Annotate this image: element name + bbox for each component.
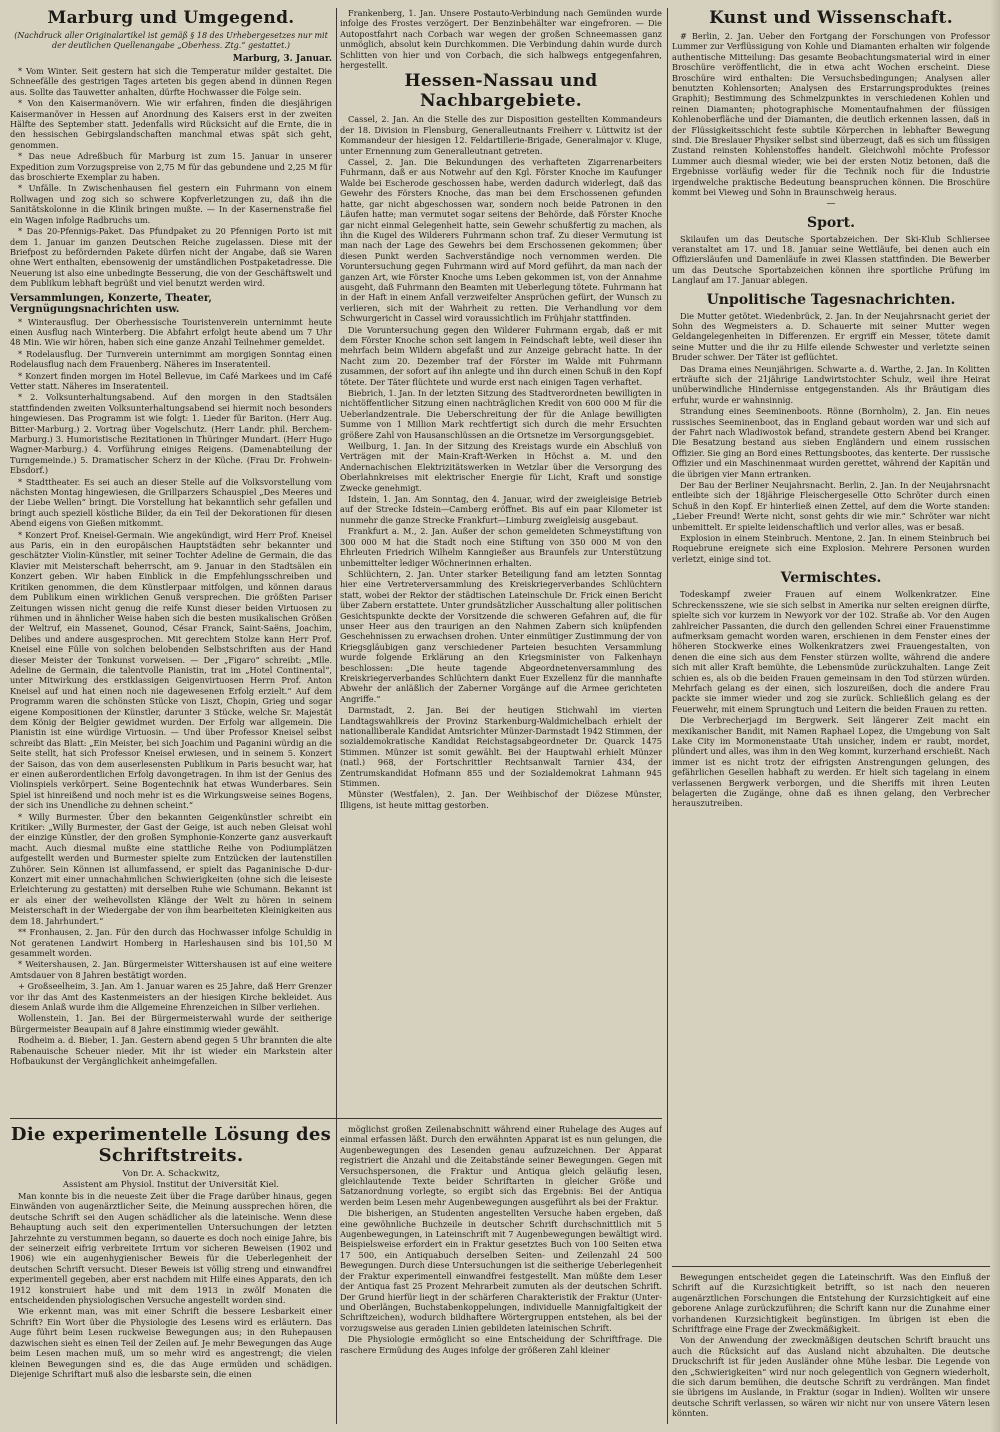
feature-article-col1: [10, 1124, 332, 1424]
news-item: Frankenberg, 1. Jan. Unsere Postauto-Verbindung nach Gemünden wurde infolge des Frostes verzögert. Der Benzinbehälter war eingefroren. — Die Autopostfahrt nach Corbach war wegen der großen Schneemassen ganz unmöglich, absolut kein Durchkommen. Die Verbindung dahin wurde durch Schlitten von hier und von Corbach, die sich halbwegs entgegenfahren, hergestellt.: [340, 8, 662, 71]
news-item: Der Bau der Berliner Neujahrsnacht. Berlin, 2. Jan. In der Neujahrsnacht entleibte sich der 18jährige Fleischergeselle Otto Schröter durch einen Schuß in den Kopf. Er hinterließ einen Zettel, auf dem die Worte standen: „Lieber Freund! Werte nicht, sonst gehts dir wie mir.“ Schröter war nicht unbemittelt. Er spielte leidenschaftlich und verlor alles, was er besaß.: [672, 480, 990, 532]
feature-article-col2: [340, 1124, 662, 1424]
news-item: Das Drama eines Neunjährigen. Schwarte a. d. Warthe, 2. Jan. In Kolitten erträufte sich der 21jährige Landwirtstochter Schulz, weil ihre Heirat unüberwindliche Hindernisse entgegenstanden. Als ihr Bräutigam dies erfuhr, wurde er wahnsinnig.: [672, 363, 990, 405]
feature-paragraph: Die bisherigen, an Studenten angestellten Versuche haben ergeben, daß eine gewöhnliche Buchzeile in deutscher Schrift durchschnittlich mit 5 Augenbewegungen, in Lateinschrift mit 7 Augenbewegungen bewältigt wird. Beispielsweise erfordert ein in Fraktur gesetztes Buch von 100 Seiten etwa 17 500, ein Antiquabuch derselben Seiten- und Zeilenzahl 24 500 Bewegungen. Durch diese Untersuchungen ist die seitherige Ueberlegenheit der Fraktur experimentell einwandfrei festgestellt. Man müßte dem Leser der Antiqua fast 25 Prozent Mehrarbeit zumuten als der deutschen Schrift. Der Grund hierfür liegt in der schärferen Charakteristik der Fraktur (Unter- und Oberlängen, Buchstabenkoppelungen, individuelle Mannigfaltigkeit der Schriftzeichen), wodurch bildhaftere Wörtergruppen entstehen, als bei der vorzugsweise aus geraden Linien gebildeten lateinischen Schrift.: [340, 1208, 662, 1333]
news-item: Skilaufen um das Deutsche Sportabzeichen. Der Ski-Klub Schliersee veranstaltet am 17. und 18. Januar seine Wettläufe, bei denen auch ein Offiziersläufen und Damenläufe in zwei Klassen stattfinden. Die Bewerber um das Deutsche Sportabzeichen können ihre sportliche Prüfung im Langlauf am 17. Januar ablegen.: [672, 233, 990, 286]
column-rule-left: [336, 8, 337, 1424]
news-item: * Stadttheater. Es sei auch an dieser Stelle auf die Volksvorstellung vom nächsten Montag hingewiesen, die Grillparzers Schauspiel „Des Meeres und der Liebe Wellen“ bringt. Die Vorstellung hat bekanntlich sehr gefallen und bringt auch speziell köstliche Bilder, da ein Teil der Dekorationen für diesen Abend eigens von Gießen mitkommt.: [10, 476, 332, 529]
news-item: Idstein, 1. Jan. Am Sonntag, den 4. Januar, wird der zweigleisige Betrieb auf der Strecke Idstein—Camberg eröffnet. Bis auf ein paar Kilometer ist nunmehr die ganze Strecke Frankfurt—Limburg zweigleisig ausgebaut.: [340, 494, 662, 525]
feature-article-col3: [672, 1272, 990, 1422]
news-item: Cassel, 2. Jan. An die Stelle des zur Disposition gestellten Kommandeurs der 18. Division in Flensburg, Generalleutnants Freiherr v. Lüttwitz ist der Kommandeur der hiesigen 12. Feldartillerie-Brigade, Generalmajor v. Kluge, unter Ernennung zum Generalleutnant getreten.: [340, 114, 662, 156]
separator: —: [826, 198, 836, 209]
dateline: Marburg, 3. Januar.: [232, 54, 332, 64]
news-item: Wollenstein, 1. Jan. Bei der Bürgermeisterwahl wurde der seitherige Bürgermeister Beaupain auf 8 Jahre einstimmig wieder gewählt.: [10, 1013, 332, 1034]
feature-paragraph: Die Physiologie ermöglicht so eine Entscheidung der Schriftfrage. Die raschere Ermüdung des Auges infolge der größeren Zahl kleiner: [340, 1334, 662, 1355]
news-item: # Berlin, 2. Jan. Ueber den Fortgang der Forschungen von Professor Lummer zur Verflüssigung von Kohle und Diamanten erhalten wir folgende authentische Mitteilung: Das gesamte Beobachtungsmaterial wird in einer Broschüre veröffentlicht, die in etwa acht Wochen erscheint. Diese Broschüre wird enthalten: Die Versuchsbedingungen; Analysen aller benutzten Kohlensorten; Analysen des Erstarrungsproduktes (reines Graphit); Bestimmung des Schmelzpunktes in verschiedenen Kohlen und reinen Diamanten; photographische Momentaufnahmen der flüssigen Kohlenoberfläche und der Diamanten, die deutlich erkennen lassen, daß in der Flüssigkeitsschicht feste subtile Körperchen in lebhafter Bewegung sind. Die Breslauer Physiker selbst sind überzeugt, daß es sich um flüssigen Zustand reinsten Kohlenstoffes handelt. Gleichwohl möchte Professor Lummer auch diesmal wieder, wie bei der ersten Notiz betonen, daß die Ergebnisse vorläufig weder für die Technik noch für die Industrie irgendwelche praktische Bedeutung beanspruchen können. Die Broschüre kommt bei Vieweg und Sohn in Braunschweig heraus.: [672, 31, 990, 198]
news-item: * Unfälle. In Zwischenhausen fiel gestern ein Fuhrmann von einem Rollwagen und zog sich so schwere Kopfverletzungen zu, daß ihn die Sanitätskolonne in die Klinik bringen mußte. — In der Kasernenstraße fiel ein Wagen infolge Radbruchs um.: [10, 183, 332, 225]
news-item: * Das 20-Pfennigs-Paket. Das Pfundpaket zu 20 Pfennigen Porto ist mit dem 1. Januar im ganzen Deutschen Reiche zugelassen. Diese mit der Briefpost zu befördernden Pakete dürfen nicht der Angabe, daß sie Waren ohne Wert enthalten, ebensowenig der umständlichen Postpaketadresse. Die Neuerung ist also eine unbedingte Besserung, die von der Geschäftswelt und dem Publikum lebhaft begrüßt und viel benutzt werden wird.: [10, 226, 332, 289]
news-item: * Konzert Prof. Kneisel-Germain. Wie angekündigt, wird Herr Prof. Kneisel aus Paris, ein in den europäischen Hauptstädten sehr bekannter und geschätzter Violin-Künstler, mit seiner Tochter Adeline de Germain, die das Klavier mit Meisterschaft beherrscht, am 9. Januar in den Stadtsälen ein Konzert geben. Wir haben Einblick in die Empfehlungsschreiben und Kritiken genommen, die dem Künstlerpaar mitfolgen, und können daraus dem Publikum einen wirklichen Genuß versprechen. Die größten Pariser Zeitungen wissen nicht genug die reife Kunst dieser beiden Virtuosen zu rühmen und in ähnlicher Weise haben sich die besten musikalischen Größen der Weltruf, ein Massenet, Gounod, César Franck, Saint-Saëns, Joachim, Delibes und andere ausgesprochen. Mit gerechtem Stolze kann Herr Prof. Kneisel eine Fülle von solchen belobenden Selbstschriften aus der Hand dieser Meister der Tonkunst vorweisen. — Der „Figaro“ schreibt: „Mlle. Adeline de Germain, die talentvolle Pianistin, trat im „Hotel Continental“, unter Mitwirkung des erstklassigen Geigenvirtuosen Herrn Prof. Anton Kneisel auf und hat einen noch nie dagewesenen Erfolg erzielt.“ Auf dem Programm waren die schönsten Stücke von Liszt, Chopin, Grieg und sogar eigene Kompositionen der Künstler, darunter 3 Stücke, welche Sr. Majestät dem König der Belgier gewidmet wurden. Der Erfolg war allgemein. Die Pianistin ist eine würdige Virtuosin. — Und über Professor Kneisel selbst schreibt das Blatt: „Ein Meister, bei sich Joachim und Paganini würdig an die Seite stellt, hat sich Professor Kneisel erwiesen, und in seinem 5. Konzert der Saison, das von dem auserlesensten Publikum in Paris besucht war, hat er einen außerordentlichen Erfolg davongetragen. In ihm ist der Genius des Violinspiels verkörpert. Seine Bogentechnik hat etwas Wunderbares. Sein Spiel ist hinreißend und noch mehr ist es die Wirkungsweise seines Bogens, der sich ins Unendliche zu dehnen scheint.“: [10, 529, 332, 811]
reprint-note: (Nachdruck aller Originalartikel ist gemäß § 18 des Urhebergesetzes nur mit der deutlichen Quellenangabe „Oberhess. Ztg.“ gestattet.): [14, 31, 328, 50]
news-item: Darmstadt, 2. Jan. Bei der heutigen Stichwahl im vierten Landtagswahlkreis der Provinz Starkenburg-Waldmichelbach erhielt der nationalliberale Kandidat Amtsrichter Münzer-Darmstadt 1942 Stimmen, der sozialdemokratische Kandidat Reichstagsabgeordneter Dr. Quarck 1475 Stimmen. Münzer ist somit gewählt. Bei der Hauptwahl erhielt Münzer (natl.) 968, der Fortschrittler Rechtsanwalt Tarnier 434, der Zentrumskandidat Hofmann 855 und der Sozialdemokrat Lahmann 945 Stimmen.: [340, 705, 662, 789]
news-item: Frankfurt a. M., 2. Jan. Außer der schon gemeldeten Schmeystiftung von 300 000 M hat die Stadt noch eine Stiftung von 350 000 M von den Ehrleuten Friedrich Wilhelm Kanngießer aus Braunfels zur Unterstützung unbemittelter lediger Wöchnerinnen erhalten.: [340, 526, 662, 568]
section-heading-sport: Sport.: [807, 214, 855, 231]
feature-affiliation: Assistent am Physiol. Institut der Universität Kiel.: [62, 1180, 280, 1190]
feature-paragraph: Von der Anwendung der zweckmäßigen deutschen Schrift braucht uns auch die Rücksicht auf das Ausland nicht abzuhalten. Die deutsche Druckschrift ist für jeden Ausländer ohne Mühe lesbar. Die Legende von den „Schwierigkeiten“ wird nur noch gelegentlich von Gegnern wiederholt, die sich darum bemühen, die deutsche Schrift zu verdrängen. Man findet sie übrigens im Auslande, in Fraktur (sogar in Indien). Wollten wir unsere deutsche Schrift verlassen, so wären wir nicht nur von unsere Vätern lesen könnten.: [672, 1335, 990, 1419]
column-hessen-nassau: [340, 8, 662, 1126]
column-marburg: [10, 8, 332, 1116]
news-item: Strandung eines Seeminenboots. Rönne (Bornholm), 2. Jan. Ein neues russisches Seeminenboot, das in England gebaut worden war und sich auf der Fahrt nach Wladiwostok befand, strandete gestern Abend bei Kranger. Die Besatzung bestand aus sieben Engländern und einem russischen Offizier. Sie ging an Bord eines Rettungsbootes, das kenterte. Der russische Offizier und ein Maschinenmaat wurden gerettet, während der Kapitän und die übrigen vier Mann ertranken.: [672, 406, 990, 479]
news-item: Cassel, 2. Jan. Die Bekundungen des verhafteten Zigarrenarbeiters Fuhrmann, daß er aus Notwehr auf den Kgl. Förster Knoche im Kaufunger Walde bei Escherode geschossen habe, werden dadurch widerlegt, daß das Gewehr des Försters Knoche, das man bei dem Erschossenen gefunden hatte, gar nicht abgeschossen war, sondern noch beide Patronen in den Läufen hatte; man vermutet sogar seitens der Behörde, daß Förster Knoche gar nicht einmal Gelegenheit hatte, sein Gewehr schußfertig zu machen, als ihn die Kugel des Wilderers Fuhrmann schon traf. Zu dieser Vermutung ist man nach der Lage des Gewehrs bei dem Erschossenen gekommen; über diesen Punkt werden Sachverständige noch vernommen werden. Die Voruntersuchung gegen Fuhrmann wird auf Mord geführt, da man nach der ganzen Art, wie Förster Knoche ums Leben gekommen ist, von der Annahme ausgeht, daß Fuhrmann den Beamten mit Ueberlegung tötete. Fuhrmann hat in der Haft in einem Anfall verzweifelter Ansprüchen gefürt, der Wunsch zu verlieren, sich mit der Wahrheit zu retten. Die Verhandlung vor dem Schwurgericht in Cassel wird voraussichtlich im Frühjahr stattfinden.: [340, 157, 662, 324]
news-item: Explosion in einem Steinbruch. Mentone, 2. Jan. In einem Steinbruch bei Roquebrune ereignete sich eine Explosion. Mehrere Personen wurden verletzt, einige sind tot.: [672, 533, 990, 564]
feature-paragraph: Wie erkennt man, was mit einer Schrift die bessere Lesbarkeit einer Schrift? Ein Wort über die Physiologie des Lesens wird es erläutern. Das Auge führt beim Lesen ruckweise Bewegungen aus; in den Ruhepausen dazwischen sieht es einen Teil der Zeilen auf. Je mehr Bewegungen das Auge beim Lesen machen muß, um so mehr wird es angestrengt; die vielen kleinen Bewegungen sind es, die das Auge ermüden und schädigen. Diejenige Schriftart muß also die lesbarste sein, die einen: [10, 1306, 332, 1379]
news-item: * Konzert finden morgen im Hotel Bellevue, im Café Markees und im Café Vetter statt. Näheres im Inseratenteil.: [10, 370, 332, 391]
news-item: Die Verbrecherjagd im Bergwerk. Seit längerer Zeit macht ein mexikanischer Bandit, mit Namen Raphael Lopez, die Umgebung von Salt Lake City im Mormonenstaate Utah unsicher, indem er raubt, mordet, plündert und alles, was ihm in den Weg kommt, kurzerhand erschießt. Nach immer ist es nicht trotz der eifrigsten Anstrengungen gelungen, des gefährlichen Gesellen habhaft zu werden. Er hielt sich tagelang in einem verlassenen Bergwerk verborgen, und die Sheriffs mit ihren Leuten belagerten die Zugänge, ohne daß es ihnen gelang, den Verbrecher herauszutreiben.: [672, 715, 990, 809]
news-item: * Weitershausen, 2. Jan. Bürgermeister Wittershausen ist auf eine weitere Amtsdauer von 8 Jahren bestätigt worden.: [10, 959, 332, 980]
news-item: * Das neue Adreßbuch für Marburg ist zum 15. Januar in unserer Expedition zum Vorzugspreise von 2,75 M für das gebundene und 2,25 M für das broschierte Exemplar zu haben.: [10, 151, 332, 183]
section-heading-unpolitisch: Unpolitische Tagesnachrichten.: [706, 291, 956, 308]
feature-heading: Die experimentelle Lösung des Schriftstreits.: [10, 1124, 332, 1166]
column-kunst: [672, 8, 990, 1410]
news-item: * Rodelausflug. Der Turnverein unternimmt am morgigen Sonntag einen Rodelausflug nach dem Frauenberg. Näheres im Inseratenteil.: [10, 348, 332, 370]
feature-paragraph: möglichst großen Zeilenabschnitt während einer Ruhelage des Auges auf einmal erfassen läßt. Durch den erwähnten Apparat ist es nun gelungen, die Augenbewegungen des Lesenden genau aufzuzeichnen. Der Apparat registriert die Anzahl und die Zeitabstände seiner Bewegungen. Gegen mit Versuchspersonen, die Fraktur und Antiqua gleich geläufig lesen, gleichlautende Texte beider Schriftarten in gleicher Größe und Satzanordnung vorlegte, so ergibt sich das Ergebnis: Bei der Antiqua werden beim Lesen mehr Augenbewegungen ausgeführt als bei der Fraktur.: [340, 1124, 662, 1207]
page-edge: [990, 0, 1000, 1432]
news-item: * Willy Burmester. Über den bekannten Geigenkünstler schreibt ein Kritiker: „Willy Burmester, der Gast der Geige, ist auch neben Gleisat wohl der einzige Künstler, der den großen Symphonie-Konzerte ganz ausverkauft macht. Auch diesmal mußte eine stattliche Reihe von Podiumplätzen aufgestellt werden und Burmester spielte zum Entzücken der lautenstillen Zuhörer. Sein Können ist allumfassend, er spielt das Paganinische D-dur-Konzert mit einer unnachahmlichen Schwierigkeiten (ohne sich die leiseste Erleichterung zu gestatten) mit derselben Ruhe wie Schumann. Bekannt ist er als einer der weihevollsten Klänge der Welt zu hören in seinem Meisterschaft in der Wiedergabe der von ihm bearbeiteten Kleinigkeiten aus dem 18. Jahrhundert.“: [10, 811, 332, 926]
sub-heading-events: Versammlungen, Konzerte, Theater, Vergnügungsnachrichten usw.: [10, 292, 212, 315]
news-item: * Winterausflug. Der Oberhessische Touristenverein unternimmt heute einen Ausflug nach Winterberg. Die Abfahrt erfolgt heute abend um 7 Uhr 48 Min. Wie wir hören, haben sich eine ganze Anzahl Teilnehmer gemeldet.: [10, 316, 332, 348]
news-item: Weilburg, 1. Jan. In der Sitzung des Kreistags wurde ein Abschluß von Verträgen mit der Main-Kraft-Werken in Höchst a. M. und den Andernachischen Elektrizitätswerken in Wetzlar über die Versorgung des Oberlahnkreises mit elektrischer Energie für Licht, Kraft und sonstige Zwecke genehmigt.: [340, 441, 662, 493]
news-item: * Von den Kaisermanövern. Wie wir erfahren, finden die diesjährigen Kaisermanöver in Hessen auf Anordnung des Kaisers erst in der zweiten Hälfte des September statt. Jedenfalls wird Rücksicht auf die Ernte, die in den hessischen Gebirgslandschaften manchmal etwas spät sich geht, genommen.: [10, 98, 332, 150]
news-item: * 2. Volksunterhaltungsabend. Auf den morgen in den Stadtsälen stattfindenden zweiten Volksunterhaltungsabend sei hiermit noch besonders hingewiesen. Das Programm ist wie folgt: 1. Lieder für Bariton. (Herr Aug. Bitter-Marburg.) 2. Vortrag über Vogelschutz. (Herr Landr. phil. Berchem-Marburg.) 3. Humoristische Rezitationen in Thüringer Mundart. (Herr Hugo Wagner-Marburg.) 4. Vorführung einiges Reigens. (Damenabteilung der Turngemeinde.) 5. Dramatischer Scherz in der Küche. (Frau Dr. Frohwein-Ebsdorf.): [10, 392, 332, 476]
section-heading-marburg: Marburg und Umgegend.: [47, 8, 295, 28]
section-heading-hessen: Hessen-Nassau und Nachbargebiete.: [404, 71, 598, 112]
feature-paragraph: Man konnte bis in die neueste Zeit über die Frage darüber hinaus, gegen Einwänden von augenärztlicher Seite, die Meinung aussprechen hören, die deutsche Schrift sei den Augen schädlicher als die lateinische. Wenn diese Behauptung auch seit den experimentellen Untersuchungen der letzten Jahrzehnte zu verstummen begann, so dauerte es doch noch einige Jahre, bis der seinerzeit eifrig verbreitete Irrtum vor sicheren Beweisen (1902 und 1906) wie ein augenhygienischer Beweis für die Ueberlegenheit der deutschen Schrift versucht. Dieser Beweis ist völlig streng und einwandfrei experimentell gegeben, aber erst nachdem mit Hilfe eines Apparats, den ich 1912 konstruiert habe und mit dem 1913 in zwölf Monaten die entscheidenden physiologischen Versuche angestellt worden sind.: [10, 1191, 332, 1306]
news-item: + Großseelheim, 3. Jan. Am 1. Januar waren es 25 Jahre, daß Herr Grenzer vor ihr das Amt des Kastenmeisters an der hiesigen Kirche bekleidet. Aus diesem Anlaß wurde ihm die Allgemeine Ehrenzeichen in Silber verliehen.: [10, 981, 332, 1012]
news-item: Schlüchtern, 2. Jan. Unter starker Beteiligung fand am letzten Sonntag hier eine Vertreterversammlung des Kreiskriegerverbandes Schlüchtern statt, wobei der Rektor der städtischen Lateinschule Dr. Frick einen Bericht über Zabern erstattete. Unter grundsätzlicher Ausschaltung aller politischen Gesichtspunkte deckte der Vorsitzende die schweren Gefahren auf, die für unser Heer aus den traurigen an den Nahmen Zabern sich knüpfenden Geschehnissen zu erwachsen drohen. Unter einmütiger Zustimmung der von Kriegsgläubigen ganz verschiedener Parteien besuchten Versammlung wurde folgende Erklärung an den Kriegsminister von Falkenhayn beschlossen: „Die heute tagende Abgeordnetenversammlung des Kreiskriegerverbandes Schlüchtern dankt Euer Exzellenz für die mannhafte Abwehr der anläßlich der Zaberner Vorgänge auf die Armee gerichteten Angriffe.“: [340, 568, 662, 704]
news-item: Die Mutter getötet. Wiedenbrück, 2. Jan. In der Neujahrsnacht geriet der Sohn des Wegmeisters a. D. Schauerte mit seiner Mutter wegen Geldangelegenheiten in Differenzen. Er ergriff ein Messer, tötete damit seine Mutter und die ihr zu Hilfe eilende Schwester und verletzte seinen Bruder schwer. Der Täter ist geflüchtet.: [672, 310, 990, 363]
feature-author: Von Dr. A. Schackwitz,: [122, 1169, 220, 1179]
news-item: Die Voruntersuchung gegen den Wilderer Fuhrmann ergab, daß er mit dem Förster Knoche schon seit langem in Feindschaft lebte, weil dieser ihn mehrfach beim Wildern abgefaßt und zur Anzeige gebracht hatte. In der Nacht zum 20. Dezember traf der Förster im Walde mit Fuhrmann zusammen, der sofort auf ihn anlegte und ihn durch einen Schuß in den Kopf tötete. Der Täter flüchtete und wurde erst nach einigen Tagen verhaftet.: [340, 324, 662, 387]
news-item: * Vom Winter. Seit gestern hat sich die Temperatur milder gestaltet. Die Schneefälle des gestrigen Tages arteten bis gegen abend in dünnen Regen aus. Sollte das Tauwetter anhalten, dürfte Hochwasser die Folge sein.: [10, 66, 332, 97]
section-heading-kunst: Kunst und Wissenschaft.: [709, 8, 953, 28]
news-item: Rodheim a. d. Bieber, 1. Jan. Gestern abend gegen 5 Uhr brannten die alte Rabenauische Scheuer nieder. Mit ihr ist wieder ein Markstein alter Hofbaukunst der Vergänglichkeit anheimgefallen.: [10, 1035, 332, 1066]
column-rule-right: [667, 8, 668, 1424]
section-heading-vermischtes: Vermischtes.: [780, 570, 882, 587]
news-item: Biebrich, 1. Jan. In der letzten Sitzung des Stadtverordneten bewilligten in nichtöffentlicher Sitzung einen nachträglichen Kredit von 600 000 M für die Ueberlandzentrale. Die Ueberschreitung der für die Anlage bewilligten Summe von 1 Million Mark rechtfertigt sich durch die mehr Ersuchten größere Zahl von Hausanschlüssen an die Ortsnetze im Versorgungsgebiet.: [340, 388, 662, 440]
news-item: ** Fronhausen, 2. Jan. Für den durch das Hochwasser infolge Schuldig in Not geratenen Landwirt Homberg in Harleshausen sind bis 101,50 M gesammelt worden.: [10, 927, 332, 958]
news-item: Münster (Westfalen), 2. Jan. Der Weihbischof der Diözese Münster, Illigens, ist heute mittag gestorben.: [340, 789, 662, 810]
news-item: Todeskampf zweier Frauen auf einem Wolkenkratzer. Eine Schreckensszene, wie sie sich selbst in Amerika nur selten ereignen dürfte, spielte sich vor kurzem in Newyork vor der 102. Straße ab. Vor den Augen zahlreicher Passanten, die durch den gellenden Schrei einer Frauenstimme aufmerksam gemacht worden waren, erschienen in dem Fenster eines der höheren Stockwerke eines Wolkenkratzers zwei Frauengestalten, von denen die eine sich aus dem Fenster stürzen wollte, während die andere sich mit aller Kraft bemühte, die Lebensmüde zurückzuhalten. Lange Zeit schien es, als ob die beiden Frauen gemeinsam in den Tod stürzen würden. Mehrfach gelang es der einen, sich loszureißen, doch die andere Frau packte sie immer wieder und zog sie zurück. Schließlich gelang es der Feuerwehr, mit einem Sprungtuch und Leitern die beiden Frauen zu retten.: [672, 589, 990, 714]
feature-paragraph: Bewegungen entscheidet gegen die Lateinschrift. Was den Einfluß der Schrift auf die Kurzsichtigkeit betrifft, so ist nach den neueren augenärztlichen Forschungen die Entstehung der Kurzsichtigkeit auf eine geborene Anlage zurückzuführen; die Schrift kann nur die Zunahme einer vorhandenen Kurzsichtigkeit begünstigen. Im übrigen ist eben die Schriftfrage eine Frage der Zweckmäßigkeit.: [672, 1272, 990, 1335]
